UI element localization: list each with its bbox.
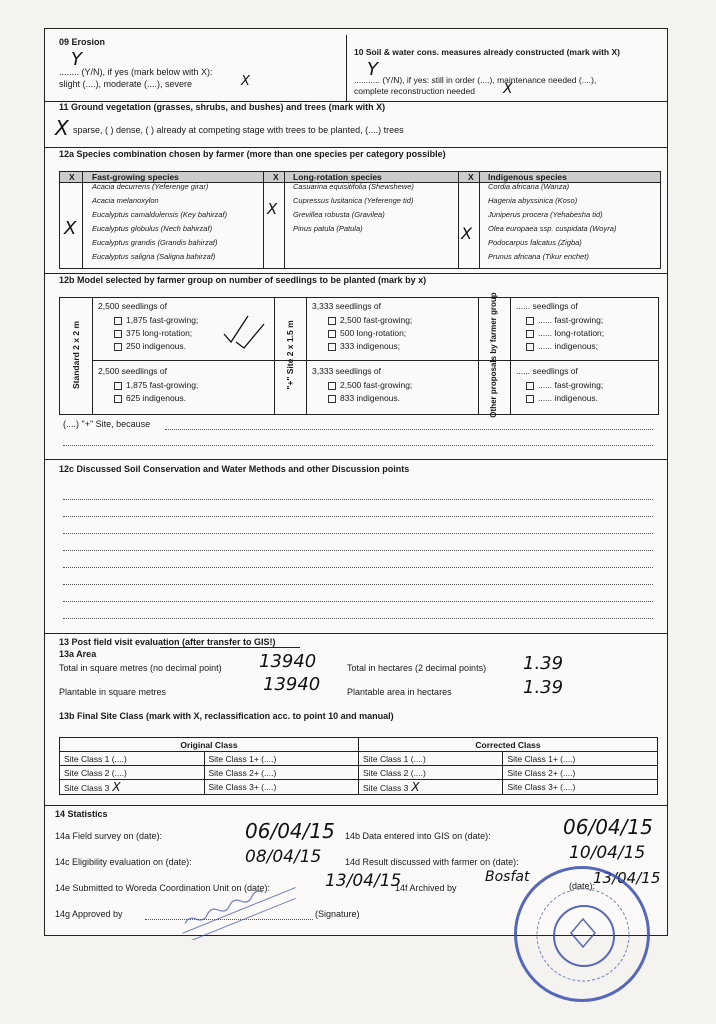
checkbox[interactable] xyxy=(114,382,122,390)
eligibility-date[interactable]: 08/04/15 xyxy=(245,847,322,867)
divider xyxy=(45,805,667,806)
erosion-yn-line: ........ (Y/N), if yes (mark below with X): xyxy=(59,67,213,77)
checkbox[interactable] xyxy=(526,395,534,403)
corrected-class-mark: X xyxy=(411,780,420,794)
site-class-cell[interactable]: Site Class 1+ (....) xyxy=(503,752,658,766)
soil-water-reconstruction-mark: X xyxy=(503,81,513,97)
total-sqm-value[interactable]: 13940 xyxy=(259,651,317,672)
site-class-cell[interactable]: Site Class 2+ (....) xyxy=(503,766,658,780)
divider xyxy=(346,35,347,101)
site-class-cell[interactable]: Site Class 2+ (....) xyxy=(204,766,358,780)
plantable-ha-value[interactable]: 1.39 xyxy=(523,677,564,698)
checkbox[interactable] xyxy=(328,343,336,351)
site-class-cell[interactable]: Site Class 3 X xyxy=(358,780,503,795)
discussion-line[interactable] xyxy=(63,618,653,619)
model-option[interactable]: 625 indigenous. xyxy=(114,393,186,403)
archived-date-label: (date): xyxy=(569,881,596,891)
model-option[interactable]: 333 indigenous; xyxy=(328,341,400,351)
checkbox[interactable] xyxy=(114,395,122,403)
total-sqm-label: Total in square metres (no decimal point) xyxy=(59,663,222,673)
other-a-title: ...... seedlings of xyxy=(516,301,578,311)
ground-vegetation-options: sparse, ( ) dense, ( ) already at competing stage with trees to be planted, (....) trees xyxy=(73,125,404,135)
eligibility-label: 14c Eligibility evaluation on (date): xyxy=(55,857,192,867)
model-option[interactable]: ...... fast-growing; xyxy=(526,315,603,325)
statistics-title: 14 Statistics xyxy=(55,809,108,819)
std-a-title: 2,500 seedlings of xyxy=(98,301,167,311)
total-ha-value[interactable]: 1.39 xyxy=(523,653,564,674)
model-option[interactable]: ...... indigenous; xyxy=(526,341,598,351)
species-item: Juniperus procera (Yehabesha tid) xyxy=(488,210,603,219)
woreda-submit-label: 14e Submitted to Woreda Coordination Unit on (date): xyxy=(55,883,270,893)
other-proposals-label: Other proposals by farmer group xyxy=(489,292,498,418)
plantable-sqm-label: Plantable in square metres xyxy=(59,687,167,697)
checkbox[interactable] xyxy=(526,330,534,338)
discussion-line[interactable] xyxy=(63,567,653,568)
discussion-line[interactable] xyxy=(63,550,653,551)
soil-water-yn-line: ........... (Y/N), if yes: still in order (....), maintenance needed (....), xyxy=(354,75,597,85)
site-class-cell[interactable]: Site Class 1+ (....) xyxy=(204,752,358,766)
because-line[interactable] xyxy=(165,429,653,430)
long-species-mark: X xyxy=(267,200,278,218)
species-table xyxy=(59,171,661,269)
ground-vegetation-mark: X xyxy=(55,116,69,140)
species-item: Eucalyptus saligna (Saligna bahirzaf) xyxy=(92,252,216,261)
model-option[interactable]: ...... fast-growing; xyxy=(526,380,603,390)
long-species-header: Long-rotation species xyxy=(293,172,382,182)
species-x-header: X xyxy=(273,172,279,182)
indigenous-species-header: Indigenous species xyxy=(488,172,567,182)
model-option[interactable]: ...... indigenous. xyxy=(526,393,598,403)
species-item: Olea europaea ssp. cuspidata (Woyra) xyxy=(488,224,617,233)
erosion-levels-line: slight (....), moderate (....), severe xyxy=(59,79,193,89)
evaluation-title: 13 Post field visit evaluation (after transfer to GIS!) xyxy=(59,637,276,647)
species-item: Hagenia abyssinica (Koso) xyxy=(488,196,578,205)
discussion-line[interactable] xyxy=(63,516,653,517)
site-class-cell[interactable]: Site Class 3+ (....) xyxy=(503,780,658,795)
plus-site-because: (....) "+" Site, because xyxy=(63,419,151,429)
erosion-severe-mark: X xyxy=(241,74,250,89)
fast-species-header: Fast-growing species xyxy=(92,172,179,182)
soil-water-yn-mark: Y xyxy=(367,59,378,80)
site-class-cell[interactable]: Site Class 2 (....) xyxy=(358,766,503,780)
species-title: 12a Species combination chosen by farmer (more than one species per category possible) xyxy=(59,149,446,159)
gis-entry-date[interactable]: 06/04/15 xyxy=(563,815,653,839)
site-class-cell[interactable]: Site Class 3 X xyxy=(60,780,205,795)
divider xyxy=(45,273,667,274)
species-x-header: X xyxy=(69,172,75,182)
discussion-line[interactable] xyxy=(63,533,653,534)
archived-by[interactable]: Bosfat xyxy=(485,869,530,885)
soil-water-title: 10 Soil & water cons. measures already constructed (mark with X) xyxy=(354,47,620,57)
species-item: Cordia africana (Wanza) xyxy=(488,182,570,191)
discussion-line[interactable] xyxy=(63,584,653,585)
checkbox[interactable] xyxy=(526,382,534,390)
class-title: 13b Final Site Class (mark with X, reclassification acc. to point 10 and manual) xyxy=(59,711,394,721)
approved-label: 14g Approved by xyxy=(55,909,123,919)
checkbox[interactable] xyxy=(328,317,336,325)
ground-vegetation-title: 11 Ground vegetation (grasses, shrubs, and bushes) and trees (mark with X) xyxy=(59,102,386,112)
checkbox[interactable] xyxy=(114,343,122,351)
archived-label: 14f Archived by xyxy=(395,883,457,893)
plus-site-label: "+" Site 2 x 1.5 m xyxy=(285,320,295,390)
plantable-ha-label: Plantable area in hectares xyxy=(347,687,452,697)
site-class-cell[interactable]: Site Class 3+ (....) xyxy=(204,780,358,795)
original-class-mark: X xyxy=(112,780,121,794)
form-page xyxy=(44,28,668,936)
checkbox[interactable] xyxy=(328,382,336,390)
discussed-label: 14d Result discussed with farmer on (date): xyxy=(345,857,519,867)
site-class-cell[interactable]: Site Class 1 (....) xyxy=(358,752,503,766)
discussion-line[interactable] xyxy=(63,601,653,602)
model-option[interactable]: ...... long-rotation; xyxy=(526,328,604,338)
field-survey-label: 14a Field survey on (date): xyxy=(55,831,163,841)
model-option[interactable]: 1,875 fast-growing; xyxy=(114,380,198,390)
fast-species-mark: X xyxy=(64,218,77,239)
soil-water-reconstruction-line: complete reconstruction needed xyxy=(354,86,475,96)
standard-label: Standard 2 x 2 m xyxy=(71,320,81,390)
species-item: Pinus patula (Patula) xyxy=(293,224,363,233)
model-option[interactable]: 375 long-rotation; xyxy=(114,328,192,338)
other-b-title: ...... seedlings of xyxy=(516,366,578,376)
checkbox[interactable] xyxy=(328,395,336,403)
seal-ring-icon xyxy=(523,875,643,995)
total-ha-label: Total in hectares (2 decimal points) xyxy=(347,663,487,673)
handwritten-check-icon xyxy=(222,312,272,352)
model-option[interactable]: 250 indigenous. xyxy=(114,341,186,351)
discussed-date[interactable]: 10/04/15 xyxy=(569,843,646,863)
plus-a-title: 3,333 seedlings of xyxy=(312,301,381,311)
discussion-line[interactable] xyxy=(63,499,653,500)
std-b-title: 2,500 seedlings of xyxy=(98,366,167,376)
gis-entry-label: 14b Data entered into GIS on (date): xyxy=(345,831,491,841)
species-item: Casuarina equisitifolia (Shewshewe) xyxy=(293,182,414,191)
divider xyxy=(45,459,667,460)
official-seal-icon xyxy=(514,866,650,1002)
site-class-cell[interactable]: Site Class 2 (....) xyxy=(60,766,205,780)
divider xyxy=(45,147,667,148)
original-class-header: Original Class xyxy=(60,738,359,752)
species-item: Eucalyptus camaldulensis (Key bahirzaf) xyxy=(92,210,228,219)
plus-b-title: 3,333 seedlings of xyxy=(312,366,381,376)
checkbox[interactable] xyxy=(526,317,534,325)
plantable-sqm-value[interactable]: 13940 xyxy=(263,674,321,695)
model-title: 12b Model selected by farmer group on number of seedlings to be planted (mark by x) xyxy=(59,275,427,285)
species-x-header: X xyxy=(468,172,474,182)
because-line[interactable] xyxy=(63,445,653,446)
discussion-title: 12c Discussed Soil Conservation and Water Methods and other Discussion points xyxy=(59,464,410,474)
model-option[interactable]: 2,500 fast-growing; xyxy=(328,380,412,390)
species-item: Cupressus lusitanica (Yeferenge tid) xyxy=(293,196,414,205)
checkbox[interactable] xyxy=(526,343,534,351)
model-option[interactable]: 500 long-rotation; xyxy=(328,328,406,338)
erosion-title: 09 Erosion xyxy=(59,37,106,47)
area-title: 13a Area xyxy=(59,649,97,659)
site-class-table xyxy=(59,737,658,795)
model-option[interactable]: 833 indigenous. xyxy=(328,393,400,403)
species-item: Acacia melanoxylon xyxy=(92,196,159,205)
model-grid xyxy=(59,292,659,418)
species-item: Acacia decurrens (Yeferenge girar) xyxy=(92,182,209,191)
woreda-submit-date[interactable]: 13/04/15 xyxy=(325,871,402,891)
species-item: Eucalyptus grandis (Grandis bahirzaf) xyxy=(92,238,218,247)
species-item: Grevillea robusta (Gravilea) xyxy=(293,210,385,219)
checkbox[interactable] xyxy=(114,330,122,338)
archived-date[interactable]: 13/04/15 xyxy=(593,869,661,887)
corrected-class-header: Corrected Class xyxy=(358,738,657,752)
model-option[interactable]: 2,500 fast-growing; xyxy=(328,315,412,325)
indigenous-species-mark: X xyxy=(461,224,472,243)
erosion-yn-mark: Y xyxy=(71,49,82,70)
species-item: Prunus africana (Tikur enchet) xyxy=(488,252,589,261)
species-item: Eucalyptus globulus (Nech bahirzaf) xyxy=(92,224,213,233)
rubber-stamp-icon xyxy=(170,880,310,940)
signature-label: (Signature) xyxy=(315,909,360,919)
checkbox[interactable] xyxy=(114,317,122,325)
model-option[interactable]: 1,875 fast-growing; xyxy=(114,315,198,325)
divider xyxy=(45,633,667,634)
field-survey-date[interactable]: 06/04/15 xyxy=(245,819,335,843)
species-item: Podocarpus falcatus (Zigba) xyxy=(488,238,582,247)
checkbox[interactable] xyxy=(328,330,336,338)
site-class-cell[interactable]: Site Class 1 (....) xyxy=(60,752,205,766)
